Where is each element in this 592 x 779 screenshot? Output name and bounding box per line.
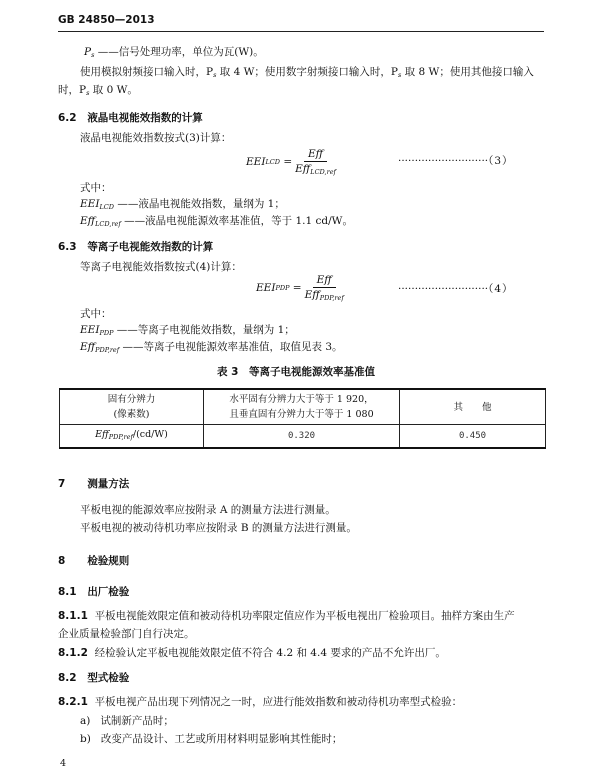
section-8-heading: 8 检验规则 — [58, 555, 130, 567]
where-label-6-3: 式中： — [80, 308, 112, 320]
standard-code-header: GB 24850—2013 — [58, 14, 155, 26]
def-eei-pdp: $EEI_{PDP}$ ——等离子电视能效指数，量纲为 1； — [80, 324, 295, 337]
section-7-para-2: 平板电视的被动待机功率应按附录 B 的测量方法进行测量。 — [80, 522, 357, 534]
section-7-heading: 7 测量方法 — [58, 478, 130, 490]
def-eff-lcd-ref: Eff$_{LCD,ref}$ ——液晶电视能源效率基准值，等于 1.1 cd/W。 — [80, 215, 353, 228]
header-rule — [58, 31, 544, 32]
def-eff-pdp-ref: Eff$_{PDP,ref}$ ——等离子电视能源效率基准值，取值见表 3。 — [80, 341, 343, 354]
section-8-1-heading: 8.1 出厂检验 — [58, 586, 130, 598]
table-3 — [59, 388, 546, 449]
def-eei-lcd: $EEI_{LCD}$ ——液晶电视能效指数，量纲为 1； — [80, 198, 285, 211]
section-6-3-intro: 等离子电视能效指数按式(4)计算： — [80, 261, 242, 273]
table-row — [60, 425, 546, 449]
equation-number-3: ···························（3） — [398, 155, 514, 167]
section-7-para-1: 平板电视的能源效率应按附录 A 的测量方法进行测量。 — [80, 504, 336, 516]
formula-3: EEI LCD = $\frac{\text{Eff}}{Eff_{LCD,ref}}$ — [246, 148, 336, 176]
table-header-row — [60, 389, 546, 425]
section-6-2-intro: 液晶电视能效指数按式(3)计算： — [80, 132, 232, 144]
header-cell-resolution: 固有分辨力 (像素数) — [60, 389, 204, 425]
ps-usage-line-1: 使用模拟射频接口输入时，$P_s$ 取 4 W；使用数字射频接口输入时，$P_s$ 取 8 W；使用其他接口输入 — [80, 66, 534, 79]
ps-definition-line: $P_s$ ——信号处理功率，单位为瓦(W)。 — [84, 46, 264, 59]
ps-usage-line-2: 时，$P_s$ 取 0 W。 — [58, 84, 138, 97]
section-8-2-heading: 8.2 型式检验 — [58, 672, 130, 684]
section-6-3-heading: 6.3 等离子电视能效指数的计算 — [58, 241, 214, 253]
list-item-b: b) 改变产品设计、工艺或所用材料明显影响其性能时； — [80, 733, 343, 745]
table-3-caption: 表 3 等离子电视能源效率基准值 — [217, 366, 375, 378]
where-label-6-2: 式中： — [80, 182, 112, 194]
section-8-1-1-line-2: 企业质量检验部门自行决定。 — [58, 628, 195, 640]
formula-4: EEI PDP = $\frac{\text{Eff}}{Eff_{PDP,ref}}$ — [256, 274, 344, 302]
header-cell-other: 其 他 — [400, 389, 546, 425]
section-8-2-1: 8.2.1 平板电视产品出现下列情况之一时，应进行能效指数和被动待机功率型式检验： — [58, 696, 463, 708]
page-number: 4 — [60, 758, 67, 769]
value-cell-high-resolution: 0.320 — [204, 425, 400, 449]
equation-number-4: ···························（4） — [398, 283, 514, 295]
section-8-1-1-line-1: 8.1.1 平板电视能效限定值和被动待机功率限定值应作为平板电视出厂检验项目。抽样方案由生产 — [58, 610, 515, 622]
section-8-1-2: 8.1.2 经检验认定平板电视能效限定值不符合 4.2 和 4.4 要求的产品不允许出厂。 — [58, 647, 446, 659]
row-label-cell: Eff$_{PDP,ref}$/(cd/W) — [60, 425, 204, 449]
list-item-a: a) 试制新产品时； — [80, 715, 174, 727]
section-6-2-heading: 6.2 液晶电视能效指数的计算 — [58, 112, 203, 124]
value-cell-other: 0.450 — [400, 425, 546, 449]
header-cell-high-resolution: 水平固有分辨力大于等于 1 920， 且垂直固有分辨力大于等于 1 080 — [204, 389, 400, 425]
